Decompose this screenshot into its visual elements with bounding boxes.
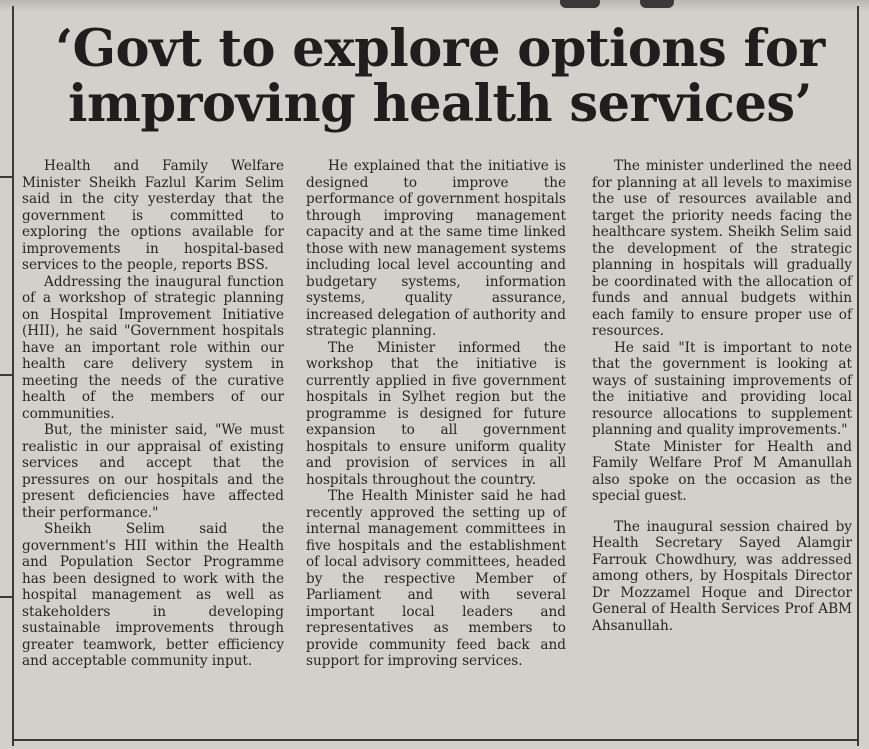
previous-article-edge xyxy=(0,0,869,10)
paragraph: He said "It is important to note that the government is looking at ways of sustaining improvements of the initiative and providing local resource allocations to supplement planning and quality improvements." xyxy=(592,339,852,438)
article-column-1 xyxy=(22,158,284,670)
right-column-rule xyxy=(857,6,859,746)
paragraph: State Minister for Health and Family Welfare Prof M Amanullah also spoke on the occasion as the special guest. xyxy=(592,438,852,504)
margin-tick xyxy=(0,176,14,178)
paragraph: The Health Minister said he had recently approved the setting up of internal management committees in five hospitals and the establishment of local advisory committees, headed by the respective Member of Parliament and with several important local leaders and representatives as members to provide community feed back and support for improving services. xyxy=(306,488,566,669)
paragraph: The minister underlined the need for planning at all levels to maximise the use of resources available and target the priority needs facing the healthcare system. Sheikh Selim said the development of the strategic planning in hospitals will gradually be coordinated with the allocation of funds and annual budgets within each family to ensure proper use of resources. xyxy=(592,158,852,339)
previous-headline-fragment xyxy=(560,0,600,8)
headline: ‘Govt to explore options for improving health services’ xyxy=(55,19,825,134)
article-column-3 xyxy=(592,158,852,634)
bottom-rule xyxy=(12,739,859,741)
previous-headline-fragment xyxy=(640,0,674,8)
paragraph: The Minister informed the workshop that the initiative is currently applied in five government hospitals in Sylhet region but the programme is designed for future expansion to all government hospitals to ensure uniform quality and provision of services in all hospitals throughout the country. xyxy=(306,339,566,488)
paragraph: Health and Family Welfare Minister Sheikh Fazlul Karim Selim said in the city yesterday that the government is committed to exploring the options available for improvements in hospital-based services to the people, reports BSS. xyxy=(22,158,284,273)
paragraph: He explained that the initiative is designed to improve the performance of government hospitals through improving management capacity and at the same time linked those with new management systems including local level accounting and budgetary systems, information systems, quality assurance, increased delegation of authority and strategic planning. xyxy=(306,158,566,339)
left-column-rule xyxy=(12,6,14,746)
paragraph: But, the minister said, "We must realistic in our appraisal of existing services and accept that the pressures on our hospitals and the present deficiencies have affected their performance." xyxy=(22,422,284,521)
paragraph: The inaugural session chaired by Health Secretary Sayed Alamgir Farrouk Chowdhury, was addressed among others, by Hospitals Director Dr Mozzamel Hoque and Director General of Health Services Prof ABM Ahsanullah. xyxy=(592,518,852,634)
article-column-2 xyxy=(306,158,566,670)
paragraph: Sheikh Selim said the government's HII within the Health and Population Sector Programme has been designed to work with the hospital management as well as stakeholders in developing sustainable improvements through greater teamwork, better efficiency and acceptable community input. xyxy=(22,521,284,669)
paragraph: Addressing the inaugural function of a workshop of strategic planning on Hospital Improvement Initiative (HII), he said "Government hospitals have an important role within our health care delivery system in meeting the needs of the curative health of the members of our communities. xyxy=(22,273,284,422)
margin-tick xyxy=(0,596,14,598)
margin-tick xyxy=(0,374,14,376)
